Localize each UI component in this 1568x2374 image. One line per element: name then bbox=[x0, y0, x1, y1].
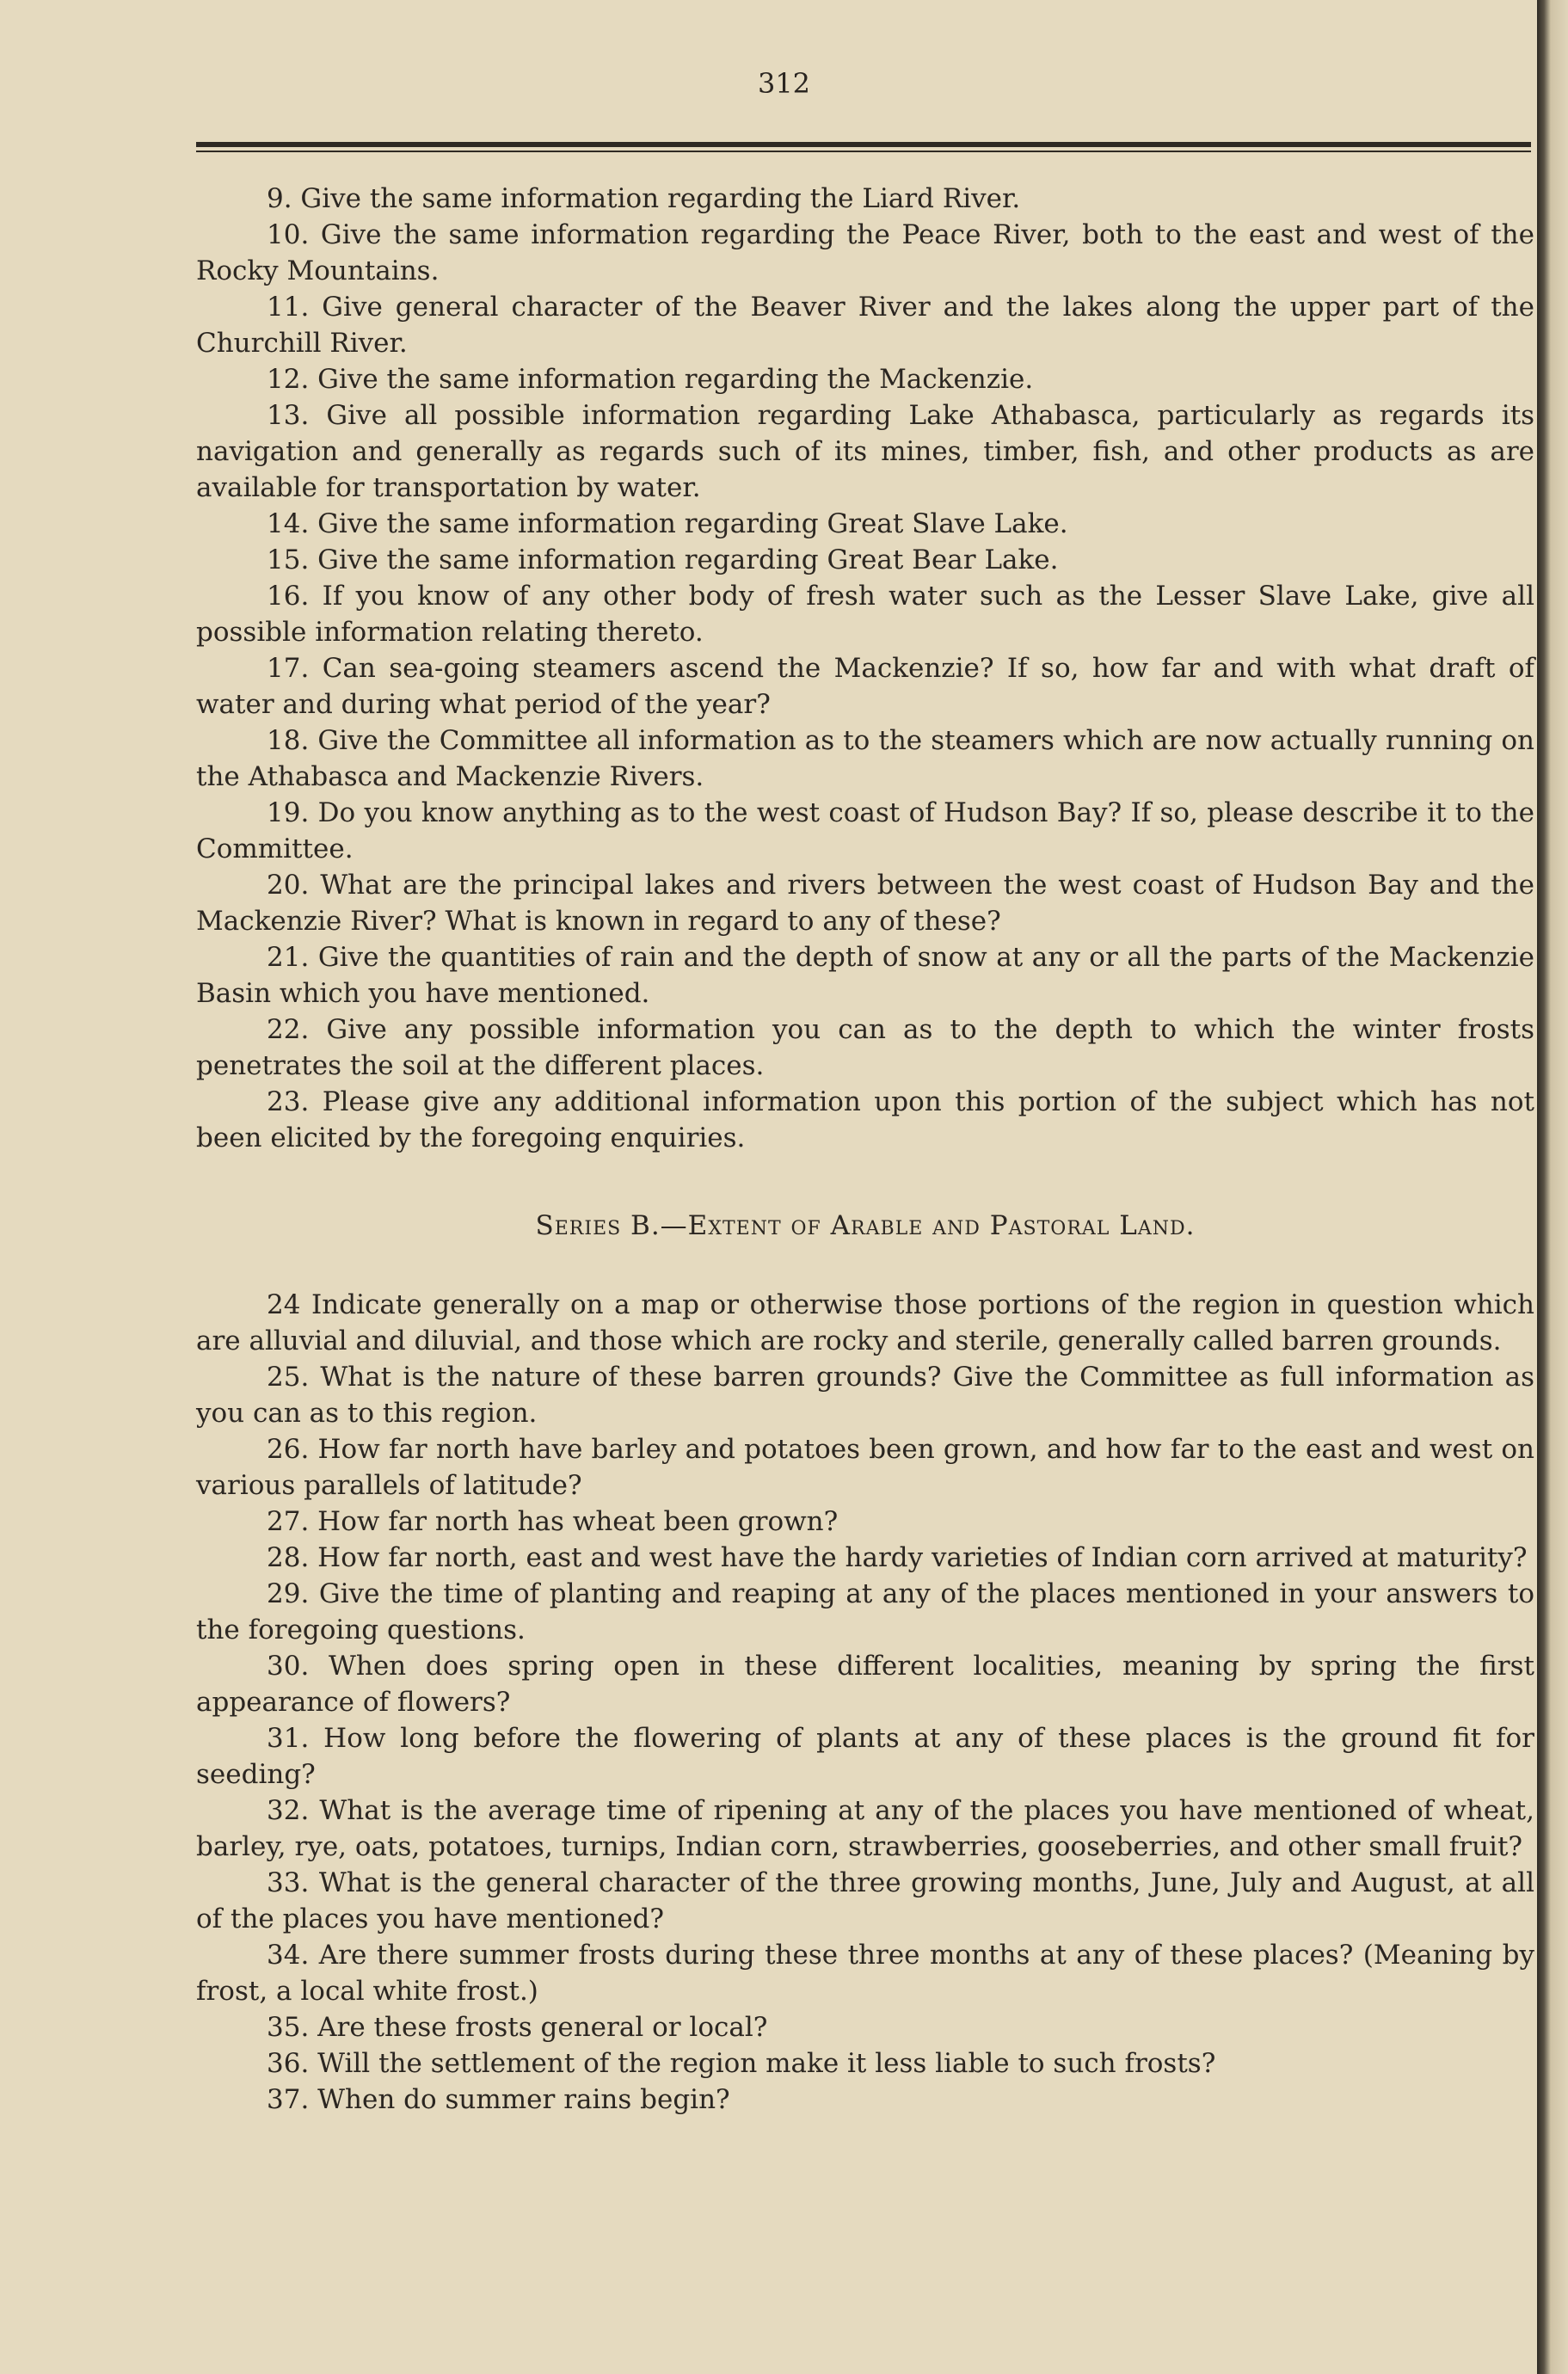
question: 36. Will the settlement of the region make it less liable to such frosts? bbox=[267, 2048, 1216, 2079]
question: 29. Give the time of planting and reaping at any of the places mentioned in your answers to the foregoing questions. bbox=[196, 1578, 1534, 1645]
question: 35. Are these frosts general or local? bbox=[267, 2012, 768, 2043]
question: 20. What are the principal lakes and rivers between the west coast of Hudson Bay and the Mackenzie River? What is known in regard to any of these? bbox=[196, 870, 1534, 937]
question: 27. How far north has wheat been grown? bbox=[267, 1506, 839, 1537]
header-rule bbox=[196, 142, 1531, 154]
page-number: 312 bbox=[757, 67, 811, 100]
question: 24 Indicate generally on a map or otherwise those portions of the region in question which are alluvial and diluvial, and those which are rocky and sterile, generally called barren grounds. bbox=[196, 1289, 1534, 1356]
question: 26. How far north have barley and potatoes been grown, and how far to the east and west on various parallels of latitude? bbox=[196, 1434, 1534, 1501]
section-b-heading: Series B.—Extent of Arable and Pastoral Land. bbox=[535, 1210, 1196, 1241]
question: 23. Please give any additional information upon this portion of the subject which has not been elicited by the foregoing enquiries. bbox=[196, 1086, 1534, 1153]
question: 30. When does spring open in these different localities, meaning by spring the first appearance of flowers? bbox=[196, 1651, 1534, 1718]
question: 33. What is the general character of the three growing months, June, July and August, at all of the places you have mentioned? bbox=[196, 1867, 1534, 1934]
question: 37. When do summer rains begin? bbox=[267, 2084, 730, 2115]
question: 31. How long before the flowering of plants at any of these places is the ground fit for seeding? bbox=[196, 1723, 1534, 1790]
question: 21. Give the quantities of rain and the depth of snow at any or all the parts of the Mackenzie Basin which you have mentioned. bbox=[196, 942, 1534, 1009]
question: 13. Give all possible information regarding Lake Athabasca, particularly as regards its navigation and generally as regards such of its mines, timber, fish, and other products as are available for transportation by water. bbox=[196, 400, 1534, 503]
question: 12. Give the same information regarding the Mackenzie. bbox=[267, 364, 1034, 395]
question: 22. Give any possible information you can as to the depth to which the winter frosts penetrates the soil at the different places. bbox=[196, 1014, 1534, 1081]
question: 28. How far north, east and west have the hardy varieties of Indian corn arrived at maturity? bbox=[267, 1542, 1528, 1573]
question: 19. Do you know anything as to the west coast of Hudson Bay? If so, please describe it to the Committee. bbox=[196, 797, 1534, 864]
question: 11. Give general character of the Beaver River and the lakes along the upper part of the Churchill River. bbox=[196, 292, 1534, 359]
question: 14. Give the same information regarding Great Slave Lake. bbox=[267, 508, 1068, 539]
question: 10. Give the same information regarding the Peace River, both to the east and west of the Rocky Mountains. bbox=[196, 219, 1534, 286]
question: 34. Are there summer frosts during these three months at any of these places? (Meaning by frost, a local white frost.) bbox=[196, 1940, 1534, 2007]
page-body bbox=[196, 181, 1534, 2118]
question: 9. Give the same information regarding the Liard River. bbox=[267, 183, 1021, 214]
question: 18. Give the Committee all information as to the steamers which are now actually running on the Athabasca and Mackenzie Rivers. bbox=[196, 725, 1534, 792]
question: 17. Can sea-going steamers ascend the Mackenzie? If so, how far and with what draft of water and during what period of the year? bbox=[196, 653, 1534, 720]
question: 16. If you know of any other body of fresh water such as the Lesser Slave Lake, give all possible information relating thereto. bbox=[196, 581, 1534, 648]
question: 25. What is the nature of these barren grounds? Give the Committee as full information as you can as to this region. bbox=[196, 1362, 1534, 1429]
question: 32. What is the average time of ripening at any of the places you have mentioned of wheat, barley, rye, oats, potatoes, turnips, Indian corn, strawberries, gooseberries, and other small fruit? bbox=[196, 1795, 1534, 1862]
question: 15. Give the same information regarding Great Bear Lake. bbox=[267, 544, 1059, 575]
section-b-questions bbox=[196, 1287, 1534, 2118]
book-gutter bbox=[1537, 0, 1568, 2374]
section-a-questions bbox=[196, 181, 1534, 1156]
